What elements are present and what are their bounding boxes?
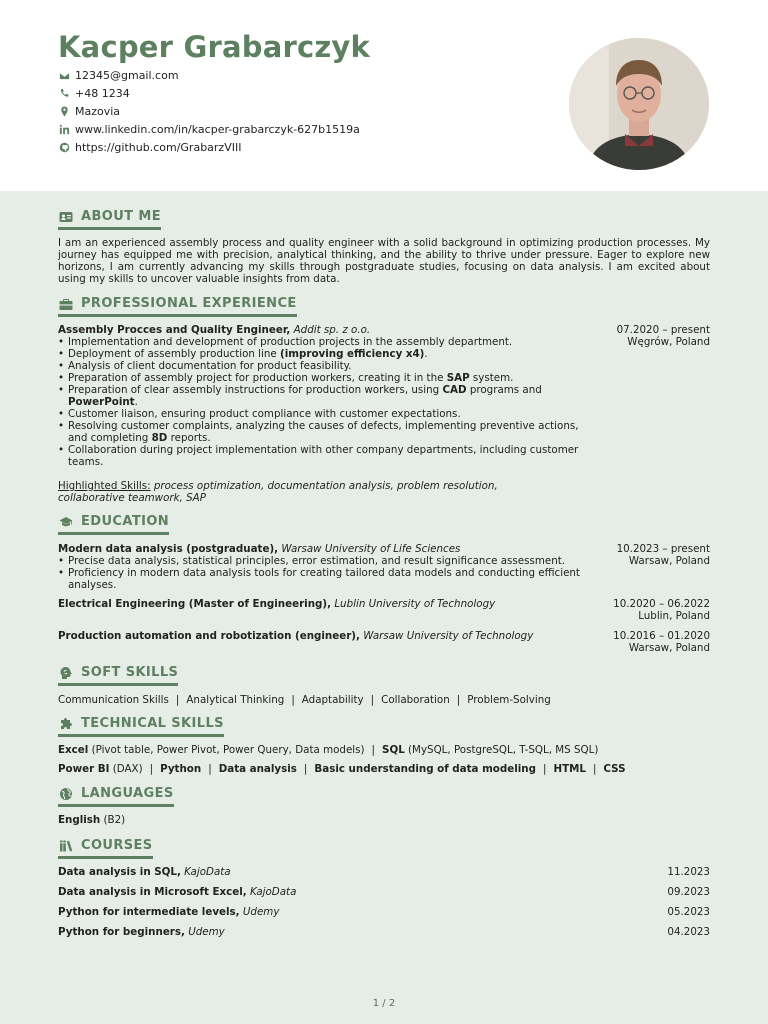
course-name: Python for beginners,	[58, 926, 185, 938]
contact-github-text: https://github.com/GrabarzVIII	[75, 140, 242, 154]
contact-phone[interactable]	[58, 84, 360, 102]
list-item: • Resolving customer complaints, analyzing the causes of defects, implementing preventive actions, and completing 8D reports.	[58, 420, 588, 444]
section-title-courses: COURSES	[58, 838, 153, 859]
list-item: • Preparation of assembly project for production workers, creating it in the SAP system.	[58, 372, 588, 384]
skill-name: Python	[160, 763, 202, 775]
highlighted-skills-text: process optimization, documentation analysis, problem resolution, collaborative teamwork, SAP	[58, 480, 498, 504]
contact-github[interactable]	[58, 138, 360, 156]
list-item: • Preparation of clear assembly instructions for production workers, using CAD programs and PowerPoint.	[58, 384, 588, 408]
about-text: I am an experienced assembly process and quality engineer with a solid background in optimizing production processes. My journey has equipped me with precision, analytical thinking, and the ability to thrive under pressure. Eager to explore new horizons, I am currently advancing my skills through postgraduate studies, focusing on data analysis. I am excited about using my skills to uncover valuable insights from data.	[58, 237, 710, 285]
puzzle-icon	[58, 717, 73, 731]
course-date: 05.2023	[667, 906, 710, 918]
language-name: English	[58, 814, 101, 826]
education-dates: 10.2020 – 06.2022	[613, 598, 710, 610]
linkedin-icon	[58, 123, 70, 135]
section-title-education: EDUCATION	[58, 514, 169, 535]
github-icon	[58, 141, 70, 153]
education-dates: 10.2023 – present	[616, 543, 710, 555]
header	[0, 0, 768, 191]
highlighted-skills-label: Highlighted Skills:	[58, 480, 151, 492]
list-item: Collaboration	[381, 694, 450, 706]
id-card-icon	[58, 210, 73, 224]
job-company: Addit sp. z o.o.	[293, 324, 371, 336]
section-title-experience: PROFESSIONAL EXPERIENCE	[58, 296, 297, 317]
candidate-name: Kacper Grabarczyk	[58, 30, 371, 64]
list-item: • Proficiency in modern data analysis tools for creating tailored data models and conducting efficient analyses.	[58, 567, 588, 591]
skill-name: CSS	[603, 763, 626, 775]
skill-name: Data analysis	[218, 763, 297, 775]
course-provider: Udemy	[188, 926, 225, 938]
education-entry-head	[58, 598, 710, 622]
brain-icon	[58, 666, 73, 680]
list-item: • Deployment of assembly production line (improving efficiency x4).	[58, 348, 588, 360]
skill-name: Excel	[58, 744, 89, 756]
highlighted-skills	[58, 480, 528, 504]
course-item	[58, 926, 710, 938]
skill-name: Power BI	[58, 763, 110, 775]
skill-name: SQL	[382, 744, 405, 756]
education-bullets	[58, 555, 588, 591]
location-pin-icon	[58, 105, 70, 117]
briefcase-icon	[58, 297, 73, 311]
education-school: Lublin University of Technology	[334, 598, 496, 610]
education-location: Warsaw, Poland	[628, 642, 710, 654]
section-title-about: ABOUT ME	[58, 209, 161, 230]
soft-skills-list: Communication Skills | Analytical Thinking | Adaptability | Collaboration | Problem-Solving	[58, 694, 551, 706]
course-provider: KajoData	[184, 866, 231, 878]
graduation-cap-icon	[58, 515, 73, 529]
books-icon	[58, 839, 73, 853]
course-date: 09.2023	[667, 886, 710, 898]
contact-email-text: 12345@gmail.com	[75, 68, 179, 82]
contact-location	[58, 102, 360, 120]
job-dates: 07.2020 – present	[616, 324, 710, 336]
profile-photo	[569, 38, 709, 170]
course-date: 11.2023	[667, 866, 710, 878]
contact-location-text: Mazovia	[75, 104, 121, 118]
contact-list	[58, 66, 360, 156]
globe-icon	[58, 787, 73, 801]
phone-icon	[58, 87, 70, 99]
contact-linkedin-text: www.linkedin.com/in/kacper-grabarczyk-627b1519a	[75, 122, 360, 136]
course-name: Python for intermediate levels,	[58, 906, 240, 918]
section-title-soft-skills: SOFT SKILLS	[58, 665, 178, 686]
job-role: Assembly Procces and Quality Engineer,	[58, 324, 291, 336]
course-provider: KajoData	[249, 886, 297, 898]
education-entry-head	[58, 630, 710, 654]
education-degree: Production automation and robotization (engineer),	[58, 630, 360, 642]
languages-list	[58, 814, 125, 826]
job-location: Węgrów, Poland	[627, 336, 710, 348]
experience-bullets	[58, 336, 588, 468]
section-title-technical-skills: TECHNICAL SKILLS	[58, 716, 224, 737]
technical-skills-line-1: Excel (Pivot table, Power Pivot, Power Query, Data models) | SQL (MySQL, PostgreSQL, T-SQL, MS SQL)	[58, 744, 599, 756]
list-item: • Customer liaison, ensuring product compliance with customer expectations.	[58, 408, 588, 420]
skill-name: HTML	[553, 763, 586, 775]
course-date: 04.2023	[667, 926, 710, 938]
contact-linkedin[interactable]	[58, 120, 360, 138]
list-item: Problem-Solving	[467, 694, 551, 706]
page-number: 1 / 2	[372, 998, 396, 1009]
technical-skills-line-2: Power BI (DAX) | Python | Data analysis | Basic understanding of data modeling | HTML | CSS	[58, 763, 626, 775]
contact-phone-text: +48 1234	[75, 86, 130, 100]
course-name: Data analysis in SQL,	[58, 866, 181, 878]
list-item: Communication Skills	[58, 694, 169, 706]
list-item: • Analysis of client documentation for product feasibility.	[58, 360, 588, 372]
education-location: Lublin, Poland	[638, 610, 710, 622]
course-item	[58, 886, 710, 898]
course-item	[58, 866, 710, 878]
education-degree: Modern data analysis (postgraduate),	[58, 543, 279, 555]
skill-name: Basic understanding of data modeling	[314, 763, 536, 775]
envelope-icon	[58, 69, 70, 81]
list-item: • Implementation and development of production projects in the assembly department.	[58, 336, 588, 348]
list-item: • Precise data analysis, statistical principles, error estimation, and result significance assessment.	[58, 555, 588, 567]
course-name: Data analysis in Microsoft Excel,	[58, 886, 247, 898]
education-degree: Electrical Engineering (Master of Engineering),	[58, 598, 332, 610]
education-school: Warsaw University of Technology	[363, 630, 534, 642]
education-dates: 10.2016 – 01.2020	[613, 630, 710, 642]
language-level: (B2)	[100, 814, 126, 826]
course-item	[58, 906, 710, 918]
list-item: • Collaboration during project implementation with other company departments, including customer teams.	[58, 444, 588, 468]
contact-email[interactable]	[58, 66, 360, 84]
list-item: Analytical Thinking	[186, 694, 285, 706]
list-item: Adaptability	[301, 694, 364, 706]
section-title-languages: LANGUAGES	[58, 786, 174, 807]
course-provider: Udemy	[242, 906, 280, 918]
education-school: Warsaw University of Life Sciences	[281, 543, 461, 555]
education-location: Warsaw, Poland	[628, 555, 710, 567]
